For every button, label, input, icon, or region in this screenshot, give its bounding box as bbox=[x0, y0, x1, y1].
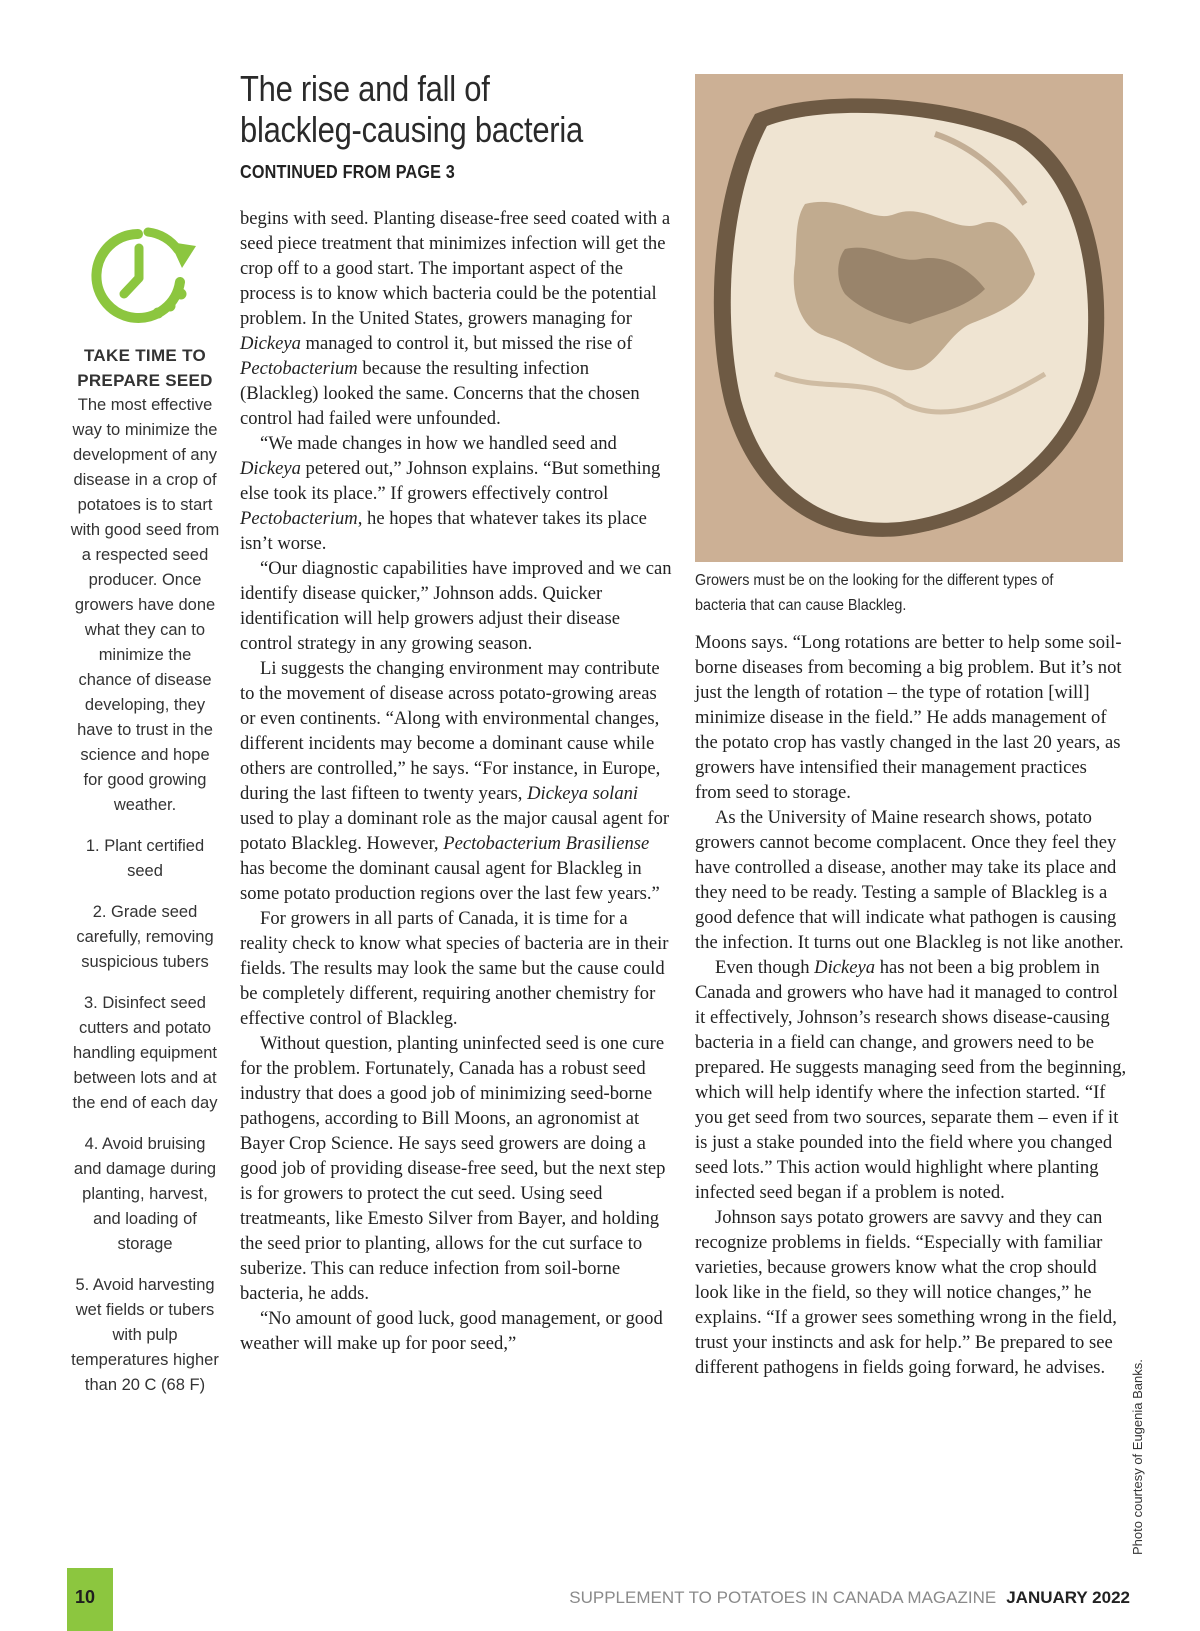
photo-credit: Photo courtesy of Eugenia Banks. bbox=[1130, 1359, 1145, 1555]
headline-line-2: blackleg-causing bacteria bbox=[240, 109, 583, 150]
article-column-left bbox=[240, 206, 672, 1356]
paragraph: As the University of Maine research shows, potato growers cannot become complacent. Once they feel they have controlled a disease, another may take its place and they need to be ready. Testing a sample of Blackleg is a good defence that will indicate what pathogen is causing the infection. It turns out one Blackleg is not like another. bbox=[695, 807, 1124, 953]
paragraph: Moons says. “Long rotations are better to help some soil-borne diseases from becoming a big problem. But it’s not just the length of rotation – the type of rotation [will] minimize disease in the field.” He adds management of the potato crop has vastly changed in the last 20 years, as growers have intensified their management practices from seed to storage. bbox=[695, 632, 1122, 803]
sidebar-steps-list bbox=[70, 834, 220, 1398]
sidebar-title-line-1: TAKE TIME TO bbox=[84, 346, 206, 365]
sidebar-step: 2. Grade seed carefully, removing suspicious tubers bbox=[76, 903, 214, 971]
seed-prep-sidebar bbox=[70, 343, 220, 1398]
sidebar-step: 3. Disinfect seed cutters and potato handling equipment between lots and at the end of each day bbox=[72, 994, 218, 1112]
paragraph: Even though Dickeya has not been a big problem in Canada and growers who have had it managed to control it effectively, Johnson’s research shows disease-causing bacteria in a field can change, and growers need to be prepared. He suggests managing seed from the beginning, which will help identify where the infection started. “If you get seed from two sources, separate them – even if it is just a stake pounded into the field where you changed seed lots.” This action would highlight where planting infected seed began if a problem is noted. bbox=[695, 957, 1127, 1203]
sidebar-step: 1. Plant certified seed bbox=[85, 837, 205, 880]
publication-name: SUPPLEMENT TO POTATOES IN CANADA MAGAZINE bbox=[569, 1588, 997, 1607]
paragraph: “Our diagnostic capabilities have improved and we can identify disease quicker,” Johnson adds. Quicker identification will help growers adjust their disease control strategy in any growing season. bbox=[240, 558, 672, 654]
clock-arrow-icon bbox=[84, 220, 208, 326]
article-column-right bbox=[695, 630, 1127, 1380]
continued-from-label: CONTINUED FROM PAGE 3 bbox=[240, 162, 456, 182]
paragraph: Without question, planting uninfected seed is one cure for the problem. Fortunately, Canada has a robust seed industry that does a good job of minimizing seed-borne pathogens, according to Bill Moons, an agronomist at Bayer Crop Science. He says seed growers are doing a good job of providing disease-free seed, but the next step is for growers to protect the cut seed. Using seed treatmeants, like Emesto Silver from Bayer, and holding the seed prior to planting, allows for the cut surface to suberize. This can reduce infection from soil-borne bacteria, he adds. bbox=[240, 1033, 666, 1304]
issue-date: JANUARY 2022 bbox=[1006, 1588, 1130, 1607]
page-number: 10 bbox=[75, 1587, 96, 1607]
headline-line-1: The rise and fall of bbox=[240, 68, 490, 109]
sidebar-step: 5. Avoid harvesting wet fields or tubers with pulp temperatures higher than 20 C (68 F) bbox=[71, 1276, 219, 1394]
photo-caption: Growers must be on the looking for the different types of bacteria that can cause Blackleg. bbox=[695, 572, 1054, 614]
sidebar-body: The most effective way to minimize the development of any disease in a crop of potatoes is to start with good seed from a respected seed producer. Once growers have done what they can to minimize the chance of disease developing, they have to trust in the science and hope for good growing weather. bbox=[70, 396, 220, 814]
paragraph: Johnson says potato growers are savvy and they can recognize problems in fields. “Especially with familiar varieties, because growers know what the crop should look like in the field, so they will notice changes,” he explains. “If a grower sees something wrong in the field, trust your instincts and ask for help.” Be prepared to see different pathogens in fields going forward, he advises. bbox=[695, 1207, 1117, 1378]
paragraph: For growers in all parts of Canada, it is time for a reality check to know what species of bacteria are in their fields. The results may look the same but the cause could be completely different, requiring another chemistry for effective control of Blackleg. bbox=[240, 908, 669, 1029]
paragraph: “We made changes in how we handled seed and Dickeya petered out,” Johnson explains. “But something else took its place.” If growers effectively control Pectobacterium, he hopes that whatever takes its place isn’t worse. bbox=[240, 433, 661, 554]
potato-cross-section-photo bbox=[695, 74, 1123, 562]
article-headline bbox=[240, 68, 601, 150]
paragraph: “No amount of good luck, good management, or good weather will make up for poor seed,” bbox=[240, 1308, 663, 1354]
sidebar-title-line-2: PREPARE SEED bbox=[77, 371, 213, 390]
paragraph: begins with seed. Planting disease-free seed coated with a seed piece treatment that minimizes infection will get the crop off to a good start. The important aspect of the process is to know which bacteria could be the potential problem. In the United States, growers managing for Dickeya managed to control it, but missed the rise of Pectobacterium because the resulting infection (Blackleg) looked the same. Concerns that the chosen control had failed were unfounded. bbox=[240, 208, 671, 429]
page-footer bbox=[569, 1588, 1130, 1608]
sidebar-step: 4. Avoid bruising and damage during planting, harvest, and loading of storage bbox=[73, 1135, 217, 1253]
paragraph: Li suggests the changing environment may contribute to the movement of disease across potato-growing areas or even continents. “Along with environmental changes, different incidents may become a dominant cause while others are controlled,” he says. “For instance, in Europe, during the last fifteen to twenty years, Dickeya solani used to play a dominant role as the major causal agent for potato Blackleg. However, Pectobacterium Brasiliense has become the dominant causal agent for Blackleg in some potato production regions over the last few years.” bbox=[240, 658, 670, 904]
